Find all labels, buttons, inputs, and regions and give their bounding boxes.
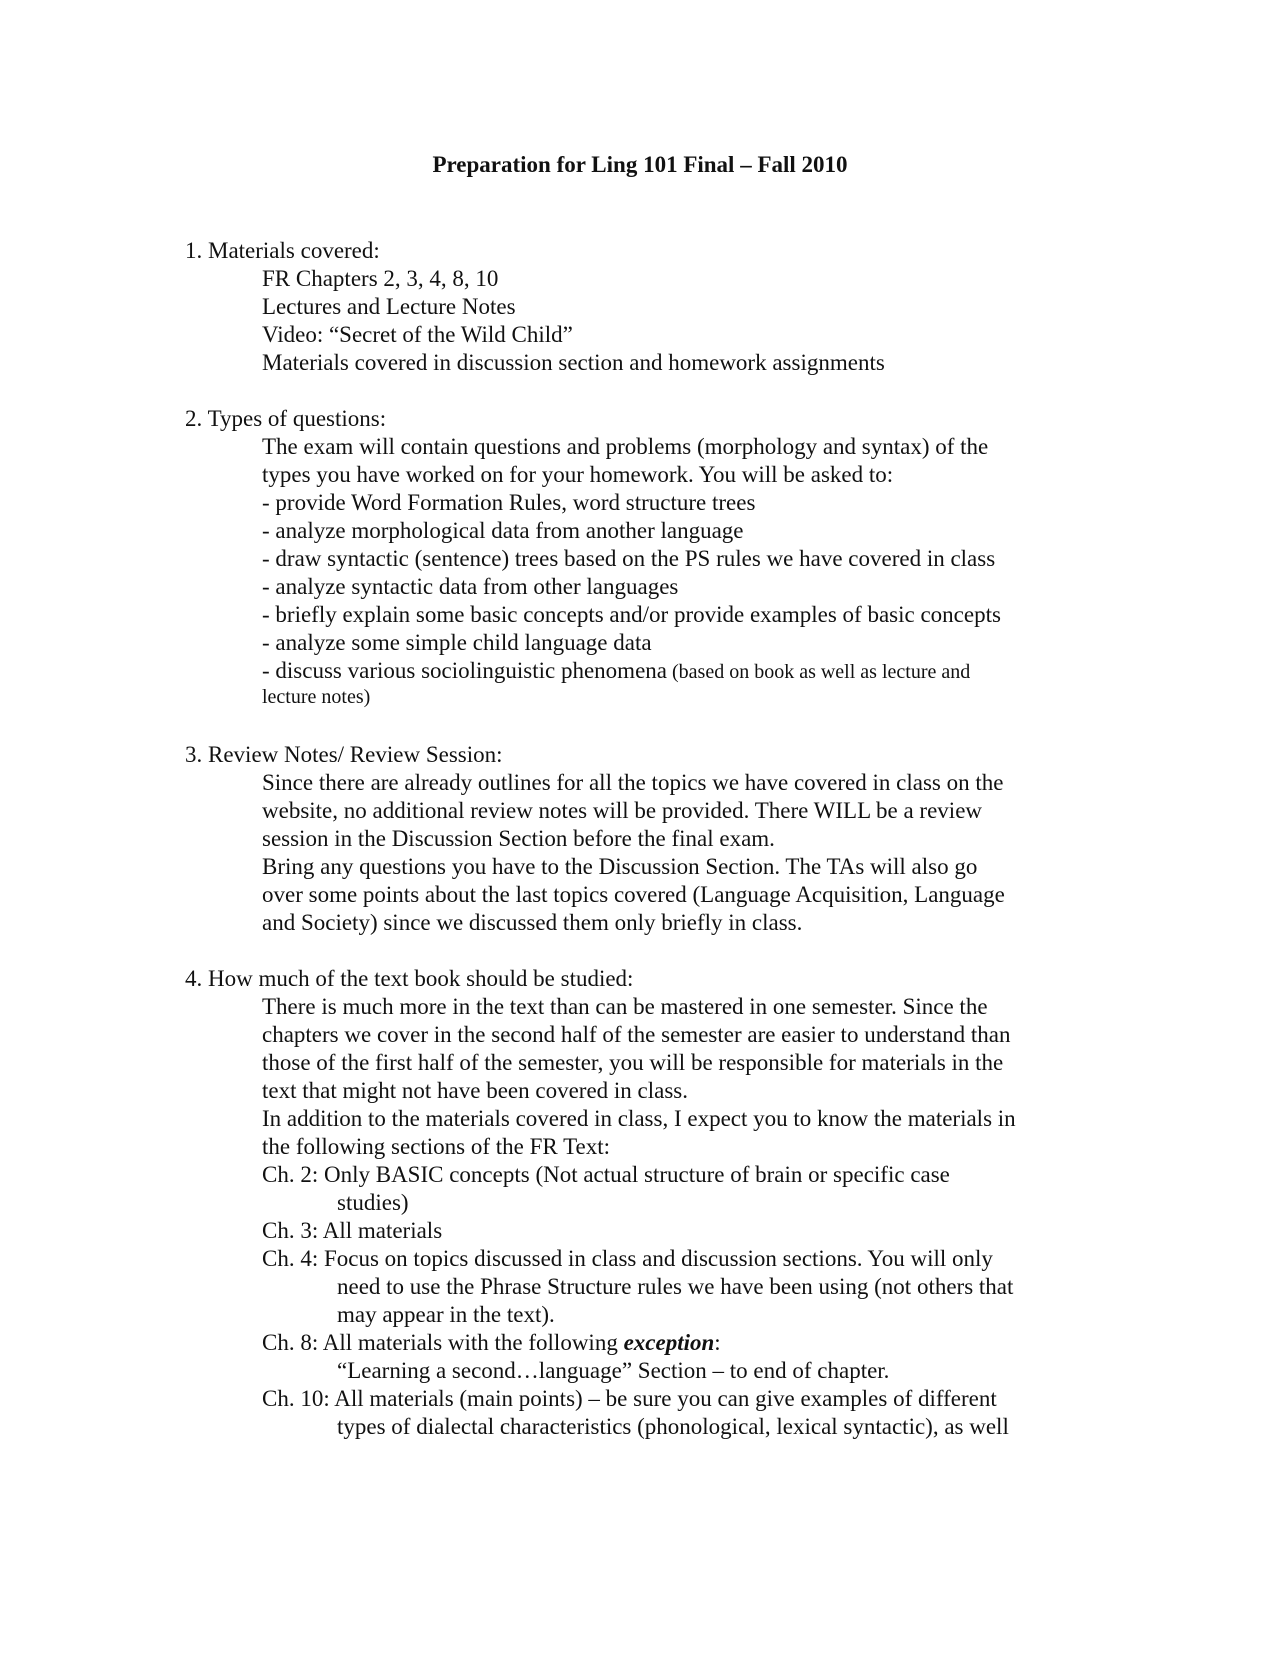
chapter-2-line: Ch. 2: Only BASIC concepts (Not actual structure of brain or specific case	[262, 1162, 950, 1187]
chapter-4-line: Ch. 4: Focus on topics discussed in class and discussion sections. You will only	[262, 1246, 993, 1271]
section-3-heading: 3. Review Notes/ Review Session:	[185, 742, 503, 767]
section-2-list-item: - briefly explain some basic concepts and/or provide examples of basic concepts	[262, 602, 1001, 627]
chapter-8-line	[262, 1329, 721, 1357]
chapter-8-exception-emphasis: exception	[623, 1330, 715, 1355]
chapter-2-line-cont: studies)	[337, 1190, 409, 1215]
section-1-line: Materials covered in discussion section and homework assignments	[262, 350, 885, 375]
section-1-line: Lectures and Lecture Notes	[262, 294, 516, 319]
section-1-line: FR Chapters 2, 3, 4, 8, 10	[262, 266, 499, 291]
section-4-heading: 4. How much of the text book should be studied:	[185, 966, 634, 991]
section-4-line: There is much more in the text than can be mastered in one semester. Since the	[262, 994, 988, 1019]
chapter-10-line-cont: types of dialectal characteristics (phonological, lexical syntactic), as well	[337, 1414, 1009, 1439]
section-2-heading: 2. Types of questions:	[185, 406, 387, 431]
chapter-10-line: Ch. 10: All materials (main points) – be sure you can give examples of different	[262, 1386, 997, 1411]
section-4-line: chapters we cover in the second half of the semester are easier to understand than	[262, 1022, 1011, 1047]
document-title: Preparation for Ling 101 Final – Fall 2010	[432, 152, 848, 177]
chapter-3-line: Ch. 3: All materials	[262, 1218, 443, 1243]
section-4-line: the following sections of the FR Text:	[262, 1134, 611, 1159]
section-3-line: and Society) since we discussed them only briefly in class.	[262, 910, 803, 935]
section-2-line: types you have worked on for your homework. You will be asked to:	[262, 462, 894, 487]
section-1-heading: 1. Materials covered:	[185, 238, 380, 263]
section-2-list-item-last	[262, 657, 970, 686]
section-4-line: those of the first half of the semester, you will be responsible for materials in the	[262, 1050, 1004, 1075]
section-3-line: Bring any questions you have to the Discussion Section. The TAs will also go	[262, 854, 978, 879]
section-2-last-item-note: (based on book as well as lecture and	[667, 661, 971, 683]
section-2-line: The exam will contain questions and problems (morphology and syntax) of the	[262, 434, 989, 459]
section-2-list-item: - analyze syntactic data from other languages	[262, 574, 679, 599]
chapter-8-prefix: Ch. 8: All materials with the following	[262, 1330, 624, 1355]
section-1-line: Video: “Secret of the Wild Child”	[262, 322, 573, 347]
section-3-line: session in the Discussion Section before the final exam.	[262, 826, 775, 851]
chapter-8-suffix: :	[714, 1330, 721, 1355]
section-3-line: over some points about the last topics covered (Language Acquisition, Language	[262, 882, 1005, 907]
section-2-list-item: - analyze some simple child language data	[262, 630, 652, 655]
section-2-last-item-main: - discuss various sociolinguistic phenomena	[262, 658, 667, 683]
section-4-line: In addition to the materials covered in class, I expect you to know the materials in	[262, 1106, 1016, 1131]
section-4-line: text that might not have been covered in class.	[262, 1078, 689, 1103]
chapter-4-line-cont: need to use the Phrase Structure rules we have been using (not others that	[337, 1274, 1014, 1299]
chapter-8-line-cont: “Learning a second…language” Section – to end of chapter.	[337, 1358, 890, 1383]
section-2-list-item: - draw syntactic (sentence) trees based on the PS rules we have covered in class	[262, 546, 996, 571]
chapter-4-line-cont: may appear in the text).	[337, 1302, 555, 1327]
section-3-line: website, no additional review notes will be provided. There WILL be a review	[262, 798, 983, 823]
section-3-line: Since there are already outlines for all the topics we have covered in class on the	[262, 770, 1004, 795]
section-2-list-item: - analyze morphological data from another language	[262, 518, 744, 543]
section-2-last-item-note-cont: lecture notes)	[262, 686, 371, 708]
section-2-list-item: - provide Word Formation Rules, word structure trees	[262, 490, 756, 515]
